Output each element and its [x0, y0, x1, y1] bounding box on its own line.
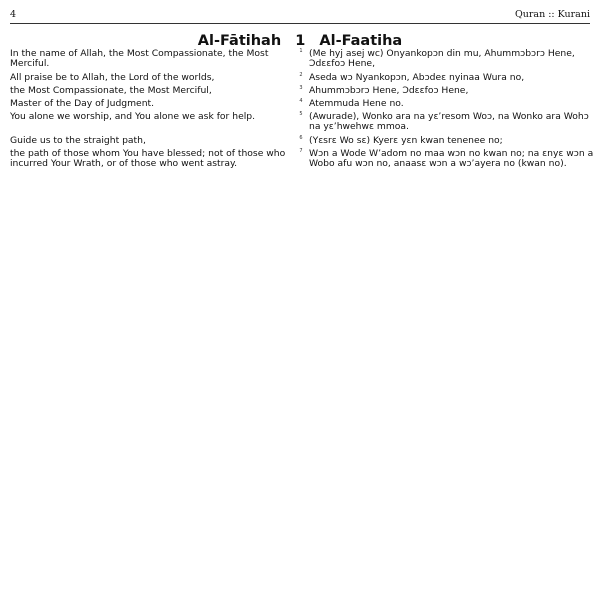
page-number: 4: [10, 9, 17, 20]
verse-number: 3: [299, 85, 303, 91]
verse-number: 2: [299, 72, 303, 78]
verse-english: Master of the Day of Judgment.: [10, 98, 155, 109]
verse-translation: Atemmuda Hene no.: [309, 98, 404, 109]
page-header: [10, 9, 590, 24]
verse-english: the path of those whom You have blessed; not of those who incurred Your Wrath, or of those who went astray.: [10, 148, 286, 169]
running-title: Quran :: Kurani: [514, 9, 590, 20]
verse-translation: Aseda wɔ Nyankopɔn, Abɔdeɛ nyinaa Wura no,: [309, 72, 525, 83]
verse-english: All praise be to Allah, the Lord of the worlds,: [10, 72, 215, 83]
verse-number: 6: [299, 135, 303, 141]
verse-translation: (Yɛsrɛ Wo sɛ) Kyerɛ yɛn kwan tenenee no;: [309, 135, 503, 146]
verse-translation: (Me hyj asej wc) Onyankopɔn din mu, Ahummɔbɔrɔ Hene, Ɔdɛɛfoɔ Hene,: [309, 48, 575, 69]
surah-title-translation: Al-Faatiha: [319, 33, 403, 49]
verse-number: 1: [299, 48, 303, 54]
verse-translation: Wɔn a Wode W’adom no maa wɔn no kwan no; na ɛnyɛ wɔn a Wobo afu wɔn no, anaasɛ wɔn a wɔ’ayera no (kwan no).: [309, 148, 594, 169]
verse-english: Guide us to the straight path,: [10, 135, 146, 146]
surah-title: [0, 33, 600, 49]
verse-number: 5: [299, 111, 303, 117]
verse-english: You alone we worship, and You alone we ask for help.: [10, 111, 256, 122]
surah-number: 1: [295, 33, 306, 49]
verse-number: 4: [299, 98, 303, 104]
verse-translation: Ahummɔbɔrɔ Hene, Ɔdɛɛfoɔ Hene,: [309, 85, 469, 96]
surah-title-english: Al-Fātihah: [197, 33, 282, 49]
verse-translation: (Awurade), Wonko ara na yɛ’resom Woɔ, na Wonko ara Wohɔ na yɛ’hwehwɛ mmoa.: [309, 111, 589, 132]
verse-english: the Most Compassionate, the Most Merciful,: [10, 85, 212, 96]
verse-english: In the name of Allah, the Most Compassionate, the Most Merciful.: [10, 48, 269, 69]
verse-number: 7: [299, 148, 303, 154]
